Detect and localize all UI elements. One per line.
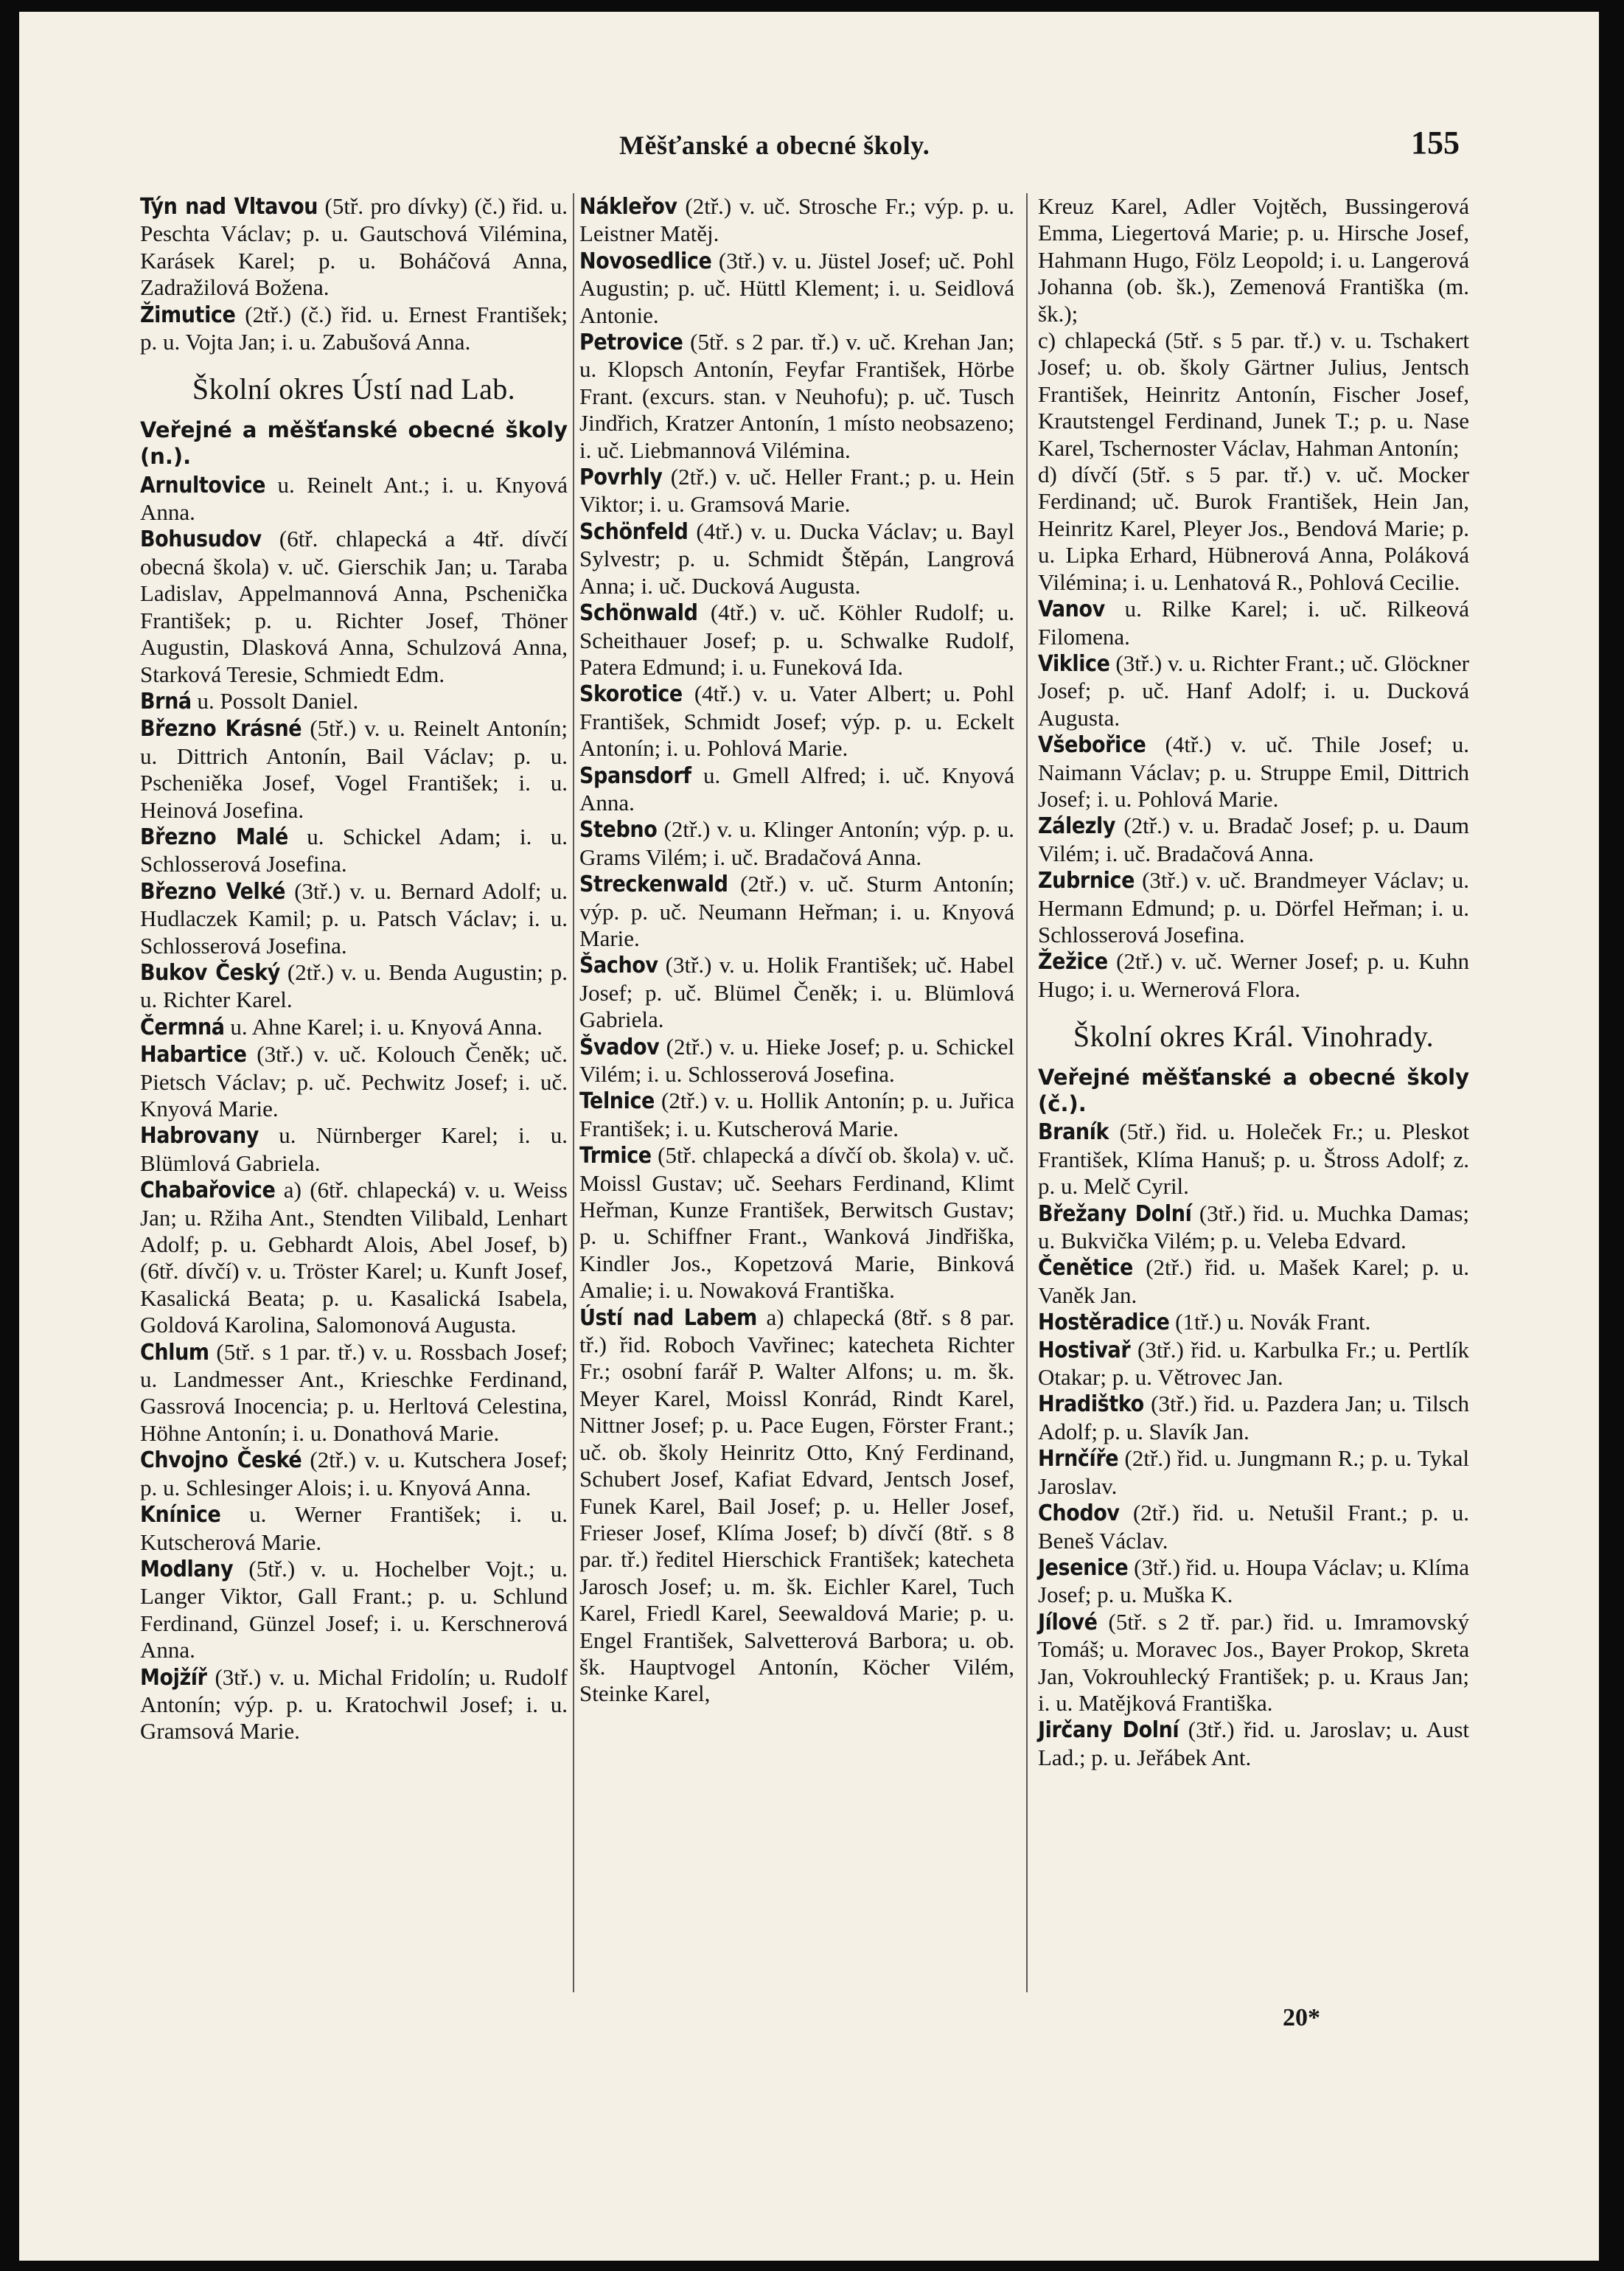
entry-text: (4tř.) v. u. Vater Albert; u. Pohl František, Schmidt Josef; výp. p. u. Eckelt Antonín; i. u. Pohlová Marie.: [579, 681, 1014, 762]
school-entry: [579, 1304, 1014, 1708]
place-name: Chodov: [1038, 1500, 1120, 1527]
school-entry: [140, 1041, 568, 1122]
entry-text: (5tř. s 2 par. tř.) v. uč. Krehan Jan; u. Klopsch Antonín, Feyfar František, Hörbe Frant. (excurs. stan. v Neuhofu); p. uč. Tusch Jindřich, Kratzer Antonín, 1 místo neobsazeno; i. uč. Liebmannová Vilémina.: [579, 329, 1014, 463]
entry-text: (5tř. chlapecká a dívčí ob. škola) v. uč. Moissl Gustav; uč. Seehars Ferdinand, Klimt Heřman, Kunze František, Berwitsch Gustav; p. u. Schiffner Frant., Wanková Jindřiška, Kindler Jos., Kopetzová Marie, Binková Amalie; i. u. Nowaková Františka.: [579, 1142, 1014, 1304]
school-entry: [1038, 1445, 1469, 1500]
entry-text: (3tř.) řid. u. Jaroslav; u. Aust Lad.; p. u. Jeřábek Ant.: [1038, 1717, 1469, 1770]
entry-text: u. Possolt Daniel.: [191, 687, 359, 714]
place-name: Žežice: [1038, 949, 1108, 975]
entry-text: (4tř.) v. uč. Thile Josef; u. Naimann Václav; p. u. Struppe Emil, Dittrich Josef; i. u. Pohlová Marie.: [1038, 731, 1469, 812]
school-entry: [140, 1501, 568, 1556]
place-name: Zálezly: [1038, 813, 1116, 840]
usti-part-d: d) dívčí (5tř. s 5 par. tř.) v. uč. Mocker Ferdinand; uč. Burok František, Hein Jan, Heinritz Karel, Pleyer Jos., Bendová Marie; p. u. Lipka Erhard, Hübnerová Anna, Poláková Vilémina; i. u. Lenhatová R., Pohlová Cecilie.: [1038, 462, 1469, 595]
school-entry: [140, 526, 568, 687]
school-entry: [579, 329, 1014, 464]
place-name: Trmice: [579, 1143, 652, 1169]
school-entry: [140, 959, 568, 1014]
school-entry: [1038, 867, 1469, 948]
page-number: 155: [1411, 125, 1460, 161]
school-entry: [579, 1034, 1014, 1088]
place-name: Spansdorf: [579, 762, 691, 789]
place-name: Telnice: [579, 1088, 655, 1115]
entry-text: (2tř.) v. uč. Sturm Antonín; výp. p. uč. Neumann Heřman; i. u. Knyová Marie.: [579, 871, 1014, 951]
school-entry: [140, 1122, 568, 1177]
entry-text: (2tř.) řid. u. Jungmann R.; p. u. Tykal Jaroslav.: [1038, 1445, 1469, 1499]
place-name: Bukov Český: [140, 959, 280, 986]
entry-text: (5tř. s 2 tř. par.) řid. u. Imramovský Tomáš; u. Moravec Jos., Bayer Prokop, Skreta Jan, Vokrouhlecký František; p. u. Kraus Jan; i. u. Matějková Františka.: [1038, 1608, 1469, 1716]
place-name: Náklеřov: [579, 194, 677, 220]
entry-text: (3tř.) v. u. Michal Fridolín; u. Rudolf Antonín; výp. p. u. Kratochwil Josef; i. u. Gramsová Marie.: [140, 1663, 568, 1745]
place-name: Modlany: [140, 1556, 234, 1582]
entry-text: (6tř. chlapecká a 4tř. dívčí obecná škola) v. uč. Gierschik Jan; u. Taraba Ladislav, Appelmannová Anna, Pschenička František; p. u. Richter Josef, Thöner Augustin, Dlasková Anna, Schulzová Anna, Starková Teresie, Schmiedt Edm.: [140, 526, 568, 687]
school-entry: [1038, 650, 1469, 731]
entry-text: (3tř.) v. u. Richter Frant.; uč. Glöckner Josef; p. uč. Hanf Adolf; i. u. Ducková Augusta.: [1038, 650, 1469, 731]
column-3: [1038, 193, 1469, 1771]
entry-text: (3tř.) v. uč. Brandmeyer Václav; u. Hermann Edmund; p. u. Dörfel Heřman; i. u. Schlosserová Josefina.: [1038, 867, 1469, 947]
entry-text: (2tř.) v. u. Klinger Antonín; výp. p. u. Grams Vilém; i. uč. Bradačová Anna.: [579, 816, 1014, 870]
place-name: Jesenice: [1038, 1554, 1129, 1581]
school-entry: [140, 688, 568, 715]
place-name: Čenětice: [1038, 1255, 1133, 1281]
school-entry: [140, 1339, 568, 1447]
place-name: Březno Krásné: [140, 716, 302, 742]
place-name: Všebořice: [1038, 732, 1146, 759]
school-entry: [579, 248, 1014, 329]
entry-text: (2tř.) v. u. Hollik Antonín; p. u. Juřica František; i. u. Kutscherová Marie.: [579, 1088, 1014, 1141]
place-name: Hostěradice: [1038, 1310, 1170, 1336]
place-name: Zubrnice: [1038, 868, 1135, 894]
entry-text: u. Ahne Karel; i. u. Knyová Anna.: [224, 1013, 543, 1040]
school-entry: [1038, 596, 1469, 650]
place-name: Skorotice: [579, 681, 683, 708]
scan-border-top: [0, 0, 1624, 12]
place-name: Hostivař: [1038, 1337, 1131, 1363]
school-entry: [140, 193, 568, 302]
signature-mark: 20*: [1283, 2004, 1320, 2031]
column-2: [579, 193, 1014, 1708]
entry-text: (3tř.) v. u. Bernard Adolf; u. Hudlaczek Kamil; p. u. Patsch Václav; i. u. Schlosserová Josefina.: [140, 877, 568, 959]
entry-text: (3tř.) v. u. Holik František; uč. Habel Josef; p. uč. Blümel Čeněk; i. u. Blümlová Gabriela.: [579, 952, 1014, 1033]
school-entry: [140, 1556, 568, 1664]
place-name: Novosedlice: [579, 248, 712, 274]
school-entry: [1038, 1337, 1469, 1391]
running-title: Měšťanské a obecné školy.: [619, 131, 930, 160]
school-entry: [579, 1088, 1014, 1142]
school-entry: [140, 715, 568, 824]
entry-text: (3tř.) řid. u. Houpa Václav; u. Klíma Josef; p. u. Muška K.: [1038, 1554, 1469, 1608]
place-name: Švadov: [579, 1034, 660, 1060]
entry-text: (2tř.) (č.) řid. u. Ernest František; p. u. Vojta Jan; i. u. Zabušová Anna.: [140, 301, 568, 355]
school-entry: [140, 1014, 568, 1041]
col1-entries: [140, 472, 568, 1745]
entry-text: u. Schickel Adam; i. u. Schlosserová Josefina.: [140, 823, 568, 877]
place-name: Habartice: [140, 1042, 247, 1068]
entry-text: (3tř.) řid. u. Pazdera Jan; u. Tilsch Adolf; p. u. Slavík Jan.: [1038, 1391, 1469, 1444]
place-name: Vanov: [1038, 597, 1105, 623]
usti-continuation-text: Kreuz Karel, Adler Vojtěch, Bussingerová Emma, Liegertová Marie; p. u. Hirsche Josef, Hahmann Hugo, Fölz Leopold; i. u. Langerová Johanna (ob. šk.), Zemenová Františka (m. šk.);: [1038, 193, 1469, 327]
school-entry: [579, 762, 1014, 817]
place-name: Hrnčíře: [1038, 1446, 1119, 1472]
entry-text: (2tř.) řid. u. Mašek Karel; p. u. Vaněk Jan.: [1038, 1254, 1469, 1308]
school-entry: [1038, 1609, 1469, 1717]
place-name: Chlum: [140, 1339, 209, 1366]
entry-text: u. Rilke Karel; i. uč. Rilkeová Filomena.: [1038, 596, 1469, 650]
col1-top-entries: [140, 193, 568, 355]
place-name: Jirčany Dolní: [1038, 1717, 1179, 1744]
school-entry: [1038, 1554, 1469, 1609]
school-entry: [1038, 1500, 1469, 1554]
entry-text: (4tř.) v. uč. Köhler Rudolf; u. Scheithauer Josef; p. u. Schwalke Rudolf, Patera Edmund; i. u. Funeková Ida.: [579, 599, 1014, 680]
entry-text: (5tř.) v. u. Hochelber Vojt.; u. Langer Viktor, Gall Frant.; p. u. Schlund Ferdinand, Günzel Josef; i. u. Kerschnerová Anna.: [140, 1555, 568, 1663]
place-name: Streckenwald: [579, 872, 728, 898]
place-name: Povrhly: [579, 465, 663, 491]
place-name: Hradištko: [1038, 1391, 1144, 1418]
place-name: Petrovice: [579, 330, 683, 356]
entry-text: (2tř.) v. uč. Strosche Fr.; výp. p. u. Leistner Matěj.: [579, 193, 1014, 247]
entry-text: u. Gmell Alfred; i. uč. Knyová Anna.: [579, 762, 1014, 815]
school-entry: [1038, 1119, 1469, 1200]
entry-text: (5tř. s 1 par. tř.) v. u. Rossbach Josef; u. Landmesser Ant., Krieschke Ferdinand, Gassrová Inocencia; p. u. Herltová Celestina, Höhne Antonín; i. u. Donathová Marie.: [140, 1338, 568, 1446]
place-name: Schönwald: [579, 600, 698, 627]
place-name: Březno Malé: [140, 824, 288, 850]
place-name: Chvojno České: [140, 1447, 302, 1474]
place-name: Břežany Dolní: [1038, 1200, 1192, 1227]
scan-border-left: [0, 0, 19, 2271]
place-name: Týn nad Vltavou: [140, 194, 318, 220]
school-entry: [579, 464, 1014, 518]
place-name: Arnultovice: [140, 472, 266, 498]
section-heading-usti: Školní okres Ústí nad Lab.: [192, 372, 516, 406]
usti-part-c: c) chlapecká (5tř. s 5 par. tř.) v. u. Tschakert Josef; u. ob. školy Gärtner Julius, Jentsch František, Heinritz Antonín, Fischer Josef, Krautstengel Ferdinand, Junek T.; p. u. Nase Karel, Tschernoster Václav, Hahman Antonín;: [1038, 327, 1469, 461]
place-name: Březno Velké: [140, 878, 285, 905]
entry-text: (2tř.) v. u. Bradač Josef; p. u. Daum Vilém; i. uč. Bradačová Anna.: [1038, 813, 1469, 866]
col2-entries: [579, 193, 1014, 1708]
place-name: Stebno: [579, 817, 658, 844]
school-entry: [140, 472, 568, 526]
school-entry: [579, 871, 1014, 952]
entry-text: u. Reinelt Ant.; i. u. Knyová Anna.: [140, 471, 568, 526]
col3-entries-vinohrady: [1038, 1119, 1469, 1771]
school-entry: [140, 878, 568, 959]
school-entry: [579, 1142, 1014, 1304]
place-name: Žimutice: [140, 302, 236, 328]
school-entry: [1038, 1391, 1469, 1445]
entry-text: (5tř.) řid. u. Holeček Fr.; u. Pleskot František, Klíma Hanuš; p. u. Štross Adolf; z. p. u. Melč Cyril.: [1038, 1119, 1469, 1200]
entry-text: a) (6tř. chlapecká) v. u. Weiss Jan; u. Ržiha Ant., Stendten Vilibald, Lenhart Adolf; p. u. Gebhardt Alois, Abel Josef, b) (6tř. dívčí) v. u. Tröster Karel; u. Kunft Josef, Kasalická Beata; p. u. Kasalická Isabela, Goldová Karolina, Salomonová Augusta.: [140, 1177, 568, 1338]
entry-text: (4tř.) v. u. Ducka Václav; u. Bayl Sylvestr; p. u. Schmidt Štěpán, Langrová Anna; i. uč. Ducková Augusta.: [579, 518, 1014, 599]
school-entry: [140, 1664, 568, 1745]
place-name: Šachov: [579, 953, 658, 979]
school-entry: [1038, 731, 1469, 813]
entry-text: u. Nürnberger Karel; i. u. Blümlová Gabriela.: [140, 1122, 568, 1176]
entry-text: a) chlapecká (8tř. s 8 par. tř.) řid. Roboch Vavřinec; katecheta Richter Fr.; osobní farář P. Walter Alfons; u. m. šk. Meyer Karel, Moissl Konrád, Rindt Karel, Nittner Josef; p. u. Pace Eugen, Förster Frant.; uč. ob. školy Heinritz Otto, Kný Ferdinand, Schubert Josef, Kafiat Edvard, Jentsch Josef, Funek Karel, Bail Josef; p. u. Heller Josef, Frieser Josef, Klíma Josef; b) dívčí (8tř. s 8 par. tř.) ředitel Hierschick František; katecheta Jarosch Josef; u. m. šk. Eichler Karel, Tuch Karel, Friedl Karel, Seewaldová Marie; p. u. Engel František, Salvetterová Barbora; u. ob. šk. Hauptvogel Antonín, Köcher Vilém, Steinke Karel,: [579, 1304, 1014, 1707]
place-name: Mojžíř: [140, 1664, 207, 1691]
school-entry: [579, 518, 1014, 599]
entry-text: (2tř.) v. uč. Werner Josef; p. u. Kuhn Hugo; i. u. Wernerová Flora.: [1038, 948, 1469, 1002]
school-entry: [140, 302, 568, 356]
column-rule-2: [1026, 193, 1028, 1992]
place-name: Ústí nad Labem: [579, 1304, 757, 1331]
entry-text: (5tř.) v. u. Reinelt Antonín; u. Dittrich Antonín, Bail Václav; p. u. Pscheniěka Josef, Vogel František; i. u. Heinová Josefina.: [140, 715, 568, 823]
page-header: [140, 125, 1460, 174]
school-entry: [579, 193, 1014, 248]
entry-text: (3tř.) v. u. Jüstel Josef; uč. Pohl Augustin; p. uč. Hüttl Klement; i. u. Seidlová Antonie.: [579, 247, 1014, 328]
place-name: Brná: [140, 688, 192, 714]
school-entry: [1038, 948, 1469, 1003]
place-name: Viklice: [1038, 650, 1110, 677]
entry-text: (5tř. pro dívky) (č.) řid. u. Peschta Václav; p. u. Gautschová Vilémina, Karásek Karel; p. u. Boháčová Anna, Zadražilová Božena.: [140, 193, 568, 301]
scan-border-bottom: [0, 2261, 1624, 2271]
entry-text: (3tř.) řid. u. Muchka Damas; u. Bukvička Vilém; p. u. Veleba Edvard.: [1038, 1200, 1469, 1254]
place-name: Schönfeld: [579, 518, 689, 545]
school-entry: [1038, 1254, 1469, 1309]
section-heading-vinohrady: Školní okres Král. Vinohrady.: [1073, 1020, 1435, 1054]
place-name: Bohusudov: [140, 526, 262, 553]
subheading-vinohrady: Veřejné měšťanské a obecné školy (č.).: [1038, 1064, 1469, 1116]
school-entry: [140, 824, 568, 878]
entry-text: (2tř.) v. u. Kutschera Josef; p. u. Schlesinger Alois; i. u. Knyová Anna.: [140, 1447, 568, 1500]
school-entry: [579, 681, 1014, 762]
column-rule-1: [573, 193, 574, 1992]
school-entry: [579, 816, 1014, 871]
place-name: Chabařovice: [140, 1178, 276, 1204]
school-entry: [1038, 1309, 1469, 1336]
entry-text: (2tř.) řid. u. Netušil Frant.; p. u. Beneš Václav.: [1038, 1500, 1469, 1554]
place-name: Braník: [1038, 1119, 1109, 1146]
school-entry: [579, 952, 1014, 1033]
entry-text: (3tř.) řid. u. Karbulka Fr.; u. Pertlík Otakar; p. u. Větrovec Jan.: [1038, 1336, 1469, 1391]
school-entry: [1038, 1717, 1469, 1771]
entry-text: (3tř.) v. uč. Kolouch Čeněk; uč. Pietsch Václav; p. uč. Pechwitz Josef; i. uč. Knyová Marie.: [140, 1041, 568, 1121]
school-entry: [140, 1447, 568, 1501]
place-name: Habrovany: [140, 1123, 259, 1150]
school-entry: [579, 599, 1014, 681]
place-name: Knínice: [140, 1502, 221, 1529]
school-entry: [1038, 1200, 1469, 1255]
entry-text: (2tř.) v. u. Hieke Josef; p. u. Schickel Vilém; i. u. Schlosserová Josefina.: [579, 1033, 1014, 1087]
entry-text: (1tř.) u. Novák Frant.: [1169, 1309, 1371, 1335]
place-name: Čermná: [140, 1014, 225, 1040]
place-name: Jílové: [1038, 1609, 1098, 1635]
col3-entries: [1038, 596, 1469, 1003]
scan-border-right: [1599, 0, 1624, 2271]
subheading-usti: Veřejné a měšťanské obecné školy (n.).: [140, 417, 568, 470]
entry-text: (2tř.) v. uč. Heller Frant.; p. u. Hein Viktor; i. u. Gramsová Marie.: [579, 464, 1014, 518]
school-entry: [1038, 813, 1469, 867]
school-entry: [140, 1177, 568, 1338]
entry-text: u. Werner František; i. u. Kutscherová Marie.: [140, 1501, 568, 1555]
entry-text: (2tř.) v. u. Benda Augustin; p. u. Richter Karel.: [140, 959, 568, 1013]
column-1: [140, 193, 568, 1745]
